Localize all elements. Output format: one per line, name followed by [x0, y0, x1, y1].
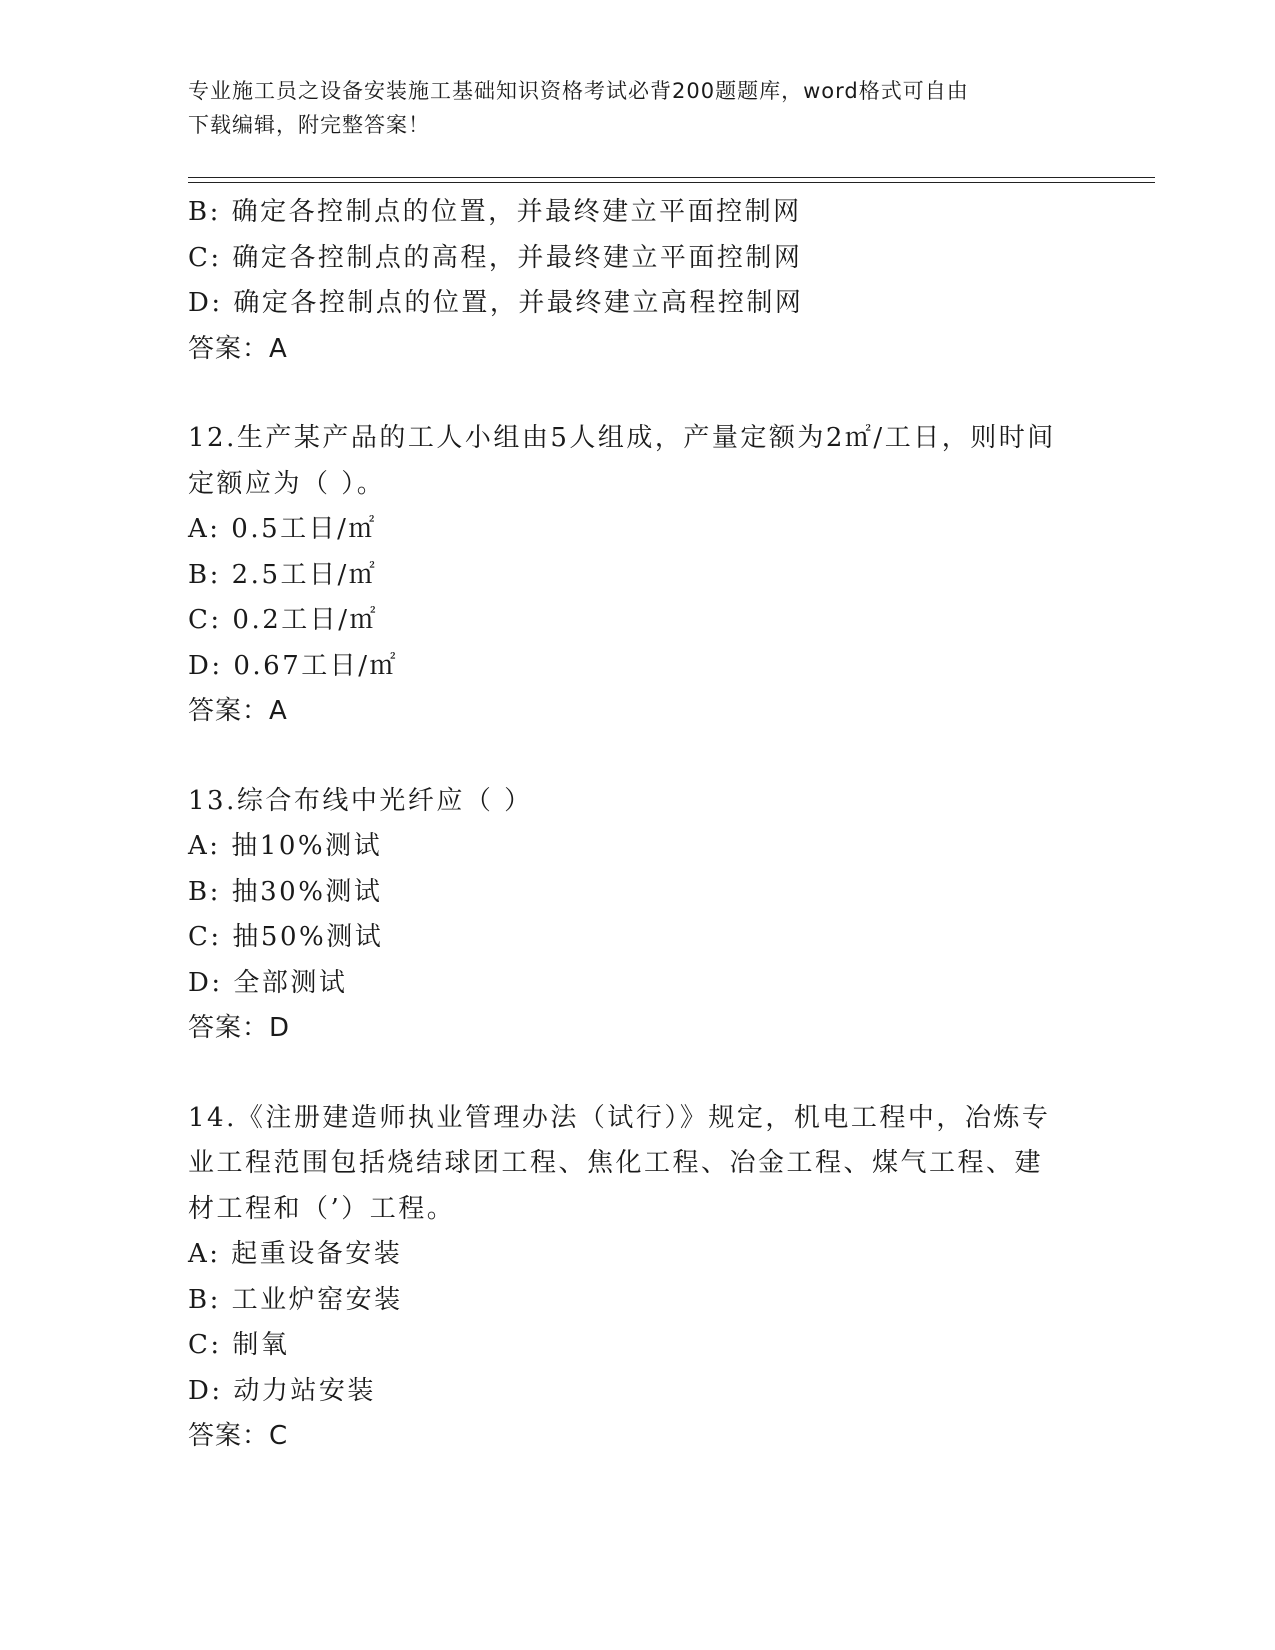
option-b: B: 确定各控制点的位置，并最终建立平面控制网	[188, 197, 802, 227]
question-12	[188, 416, 1088, 735]
answer-line: 答案：C	[188, 1421, 289, 1451]
question-list	[188, 190, 1088, 1460]
header-divider-thick	[188, 177, 1155, 178]
question-stem-line-1: 14.《注册建造师执业管理办法（试行）》规定，机电工程中，冶炼专	[188, 1102, 1051, 1133]
page-header	[188, 74, 1078, 142]
spacer	[188, 372, 1088, 416]
question-stem-line-1: 12.生产某产品的工人小组由5人组成，产量定额为2㎡/工日，则时间	[188, 423, 1056, 453]
option-b: B: 抽30%测试	[188, 876, 383, 907]
header-title-line-1: 专业施工员之设备安装施工基础知识资格考试必背200题题库，word格式可自由	[188, 79, 969, 103]
question-stem-line-2: 定额应为（ ）。	[188, 468, 386, 499]
option-d: D: 0.67工日/㎡	[188, 650, 399, 681]
header-title-line-2: 下载编辑，附完整答案！	[188, 113, 430, 137]
spacer	[188, 1052, 1088, 1096]
answer-line: 答案：D	[188, 1013, 291, 1043]
option-a: A: 抽10%测试	[188, 831, 383, 861]
question-13	[188, 779, 1088, 1052]
question-stem-line-3: 材工程和（’）工程。	[188, 1193, 456, 1224]
header-divider-thin	[188, 182, 1155, 183]
answer-line: 答案：A	[188, 333, 288, 364]
answer-line: 答案：A	[188, 696, 288, 726]
spacer	[188, 735, 1088, 779]
question-11	[188, 190, 1088, 372]
question-14	[188, 1096, 1088, 1460]
option-c: C: 0.2工日/㎡	[188, 605, 379, 635]
option-c: C: 抽50%测试	[188, 922, 384, 952]
question-stem-line-1: 13.综合布线中光纤应（ ）	[188, 785, 533, 816]
option-d: D: 动力站安装	[188, 1375, 376, 1406]
option-a: A: 起重设备安装	[188, 1239, 403, 1269]
option-a: A: 0.5工日/㎡	[188, 514, 377, 544]
option-b: B: 工业炉窑安装	[188, 1284, 403, 1315]
option-c: C: 制氧	[188, 1330, 290, 1360]
option-d: D: 全部测试	[188, 967, 348, 998]
option-c: C: 确定各控制点的高程，并最终建立平面控制网	[188, 242, 803, 273]
question-stem-line-2: 业工程范围包括烧结球团工程、焦化工程、冶金工程、煤气工程、建	[188, 1148, 1044, 1178]
option-b: B: 2.5工日/㎡	[188, 559, 378, 590]
option-d: D: 确定各控制点的位置，并最终建立高程控制网	[188, 288, 804, 318]
